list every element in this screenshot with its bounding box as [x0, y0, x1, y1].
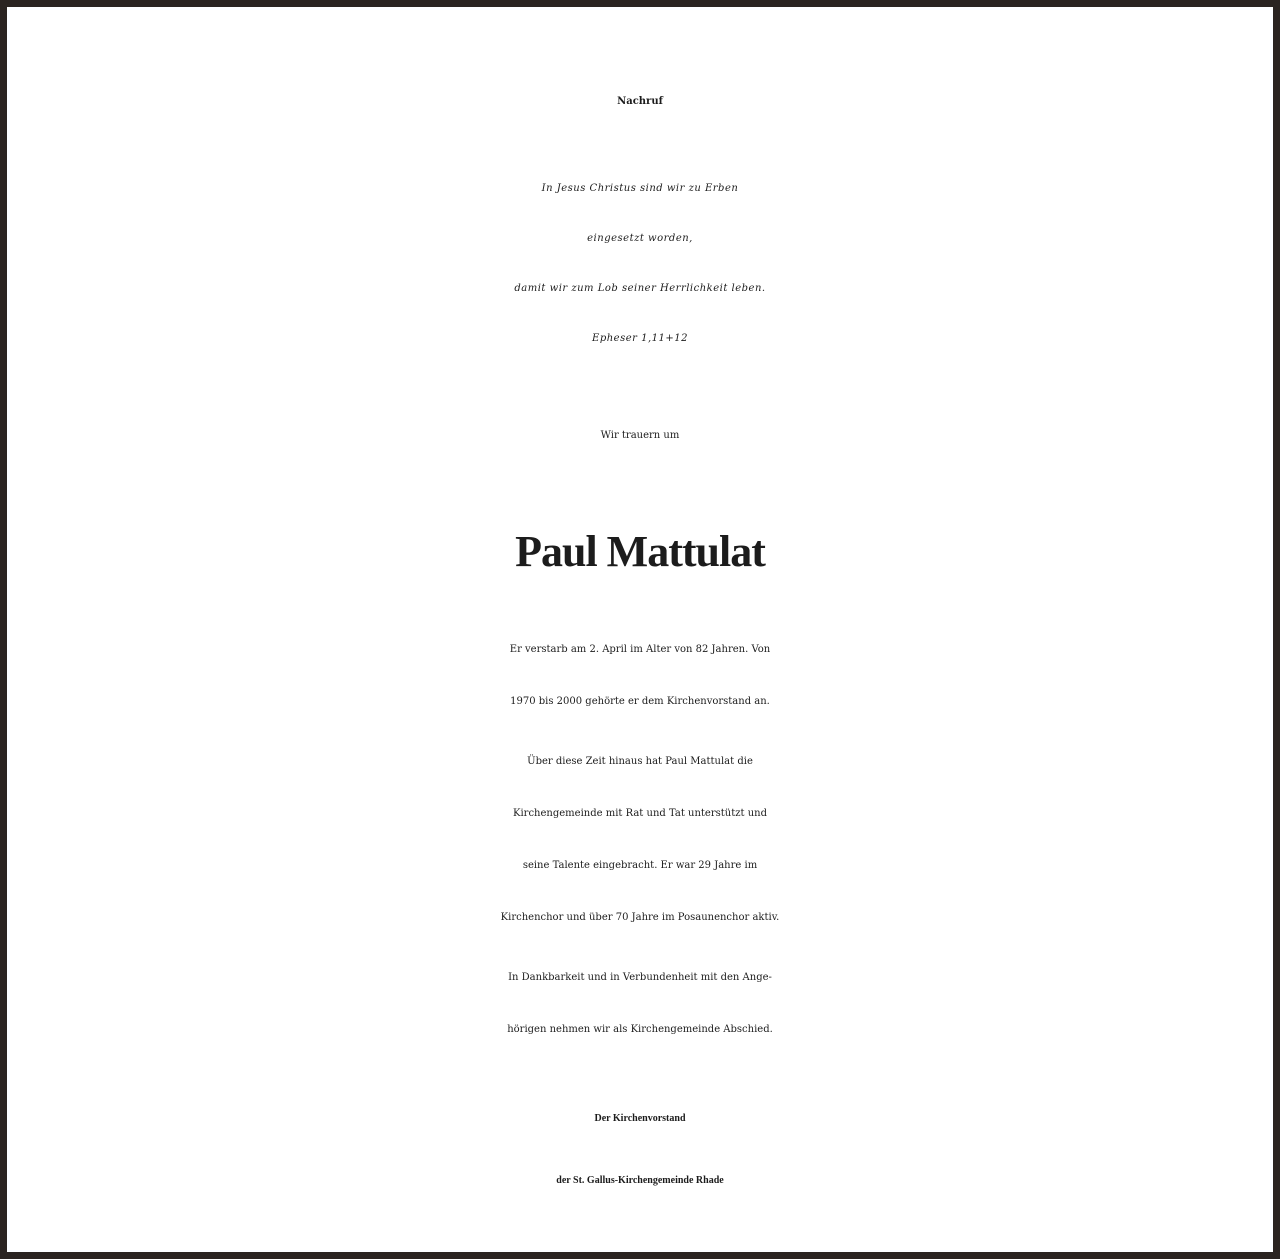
paragraph-line: Er verstarb am 2. April im Alter von 82 Jahren. Von [509, 644, 771, 655]
obituary-content [14, 14, 1266, 1245]
bible-verse-reference: Epheser 1,11+12 [592, 333, 688, 344]
bible-verse-line: damit wir zum Lob seiner Herrlichkeit leben. [514, 283, 766, 294]
paragraph-line: hörigen nehmen wir als Kirchengemeinde Abschied. [507, 1024, 773, 1035]
mourning-intro: Wir trauern um [600, 430, 680, 441]
paragraph-line: In Dankbarkeit und in Verbundenheit mit den Ange- [508, 972, 772, 983]
bible-verse-line: eingesetzt worden, [587, 233, 693, 244]
signature-line: der St. Gallus-Kirchengemeinde Rhade [556, 1175, 724, 1186]
bible-verse-line: In Jesus Christus sind wir zu Erben [541, 183, 739, 194]
paragraph-line: 1970 bis 2000 gehörte er dem Kirchenvorstand an. [510, 696, 770, 707]
paragraph-line: Über diese Zeit hinaus hat Paul Mattulat die [527, 756, 753, 767]
paragraph-line: Kirchenchor und über 70 Jahre im Posaunenchor aktiv. [500, 912, 780, 923]
paragraph-line: Kirchengemeinde mit Rat und Tat unterstützt und [513, 808, 767, 819]
signature-line: Der Kirchenvorstand [594, 1113, 686, 1124]
paragraph-line: seine Talente eingebracht. Er war 29 Jahre im [522, 860, 758, 871]
deceased-name: Paul Mattulat [515, 527, 765, 576]
obituary-heading: Nachruf [617, 96, 663, 107]
